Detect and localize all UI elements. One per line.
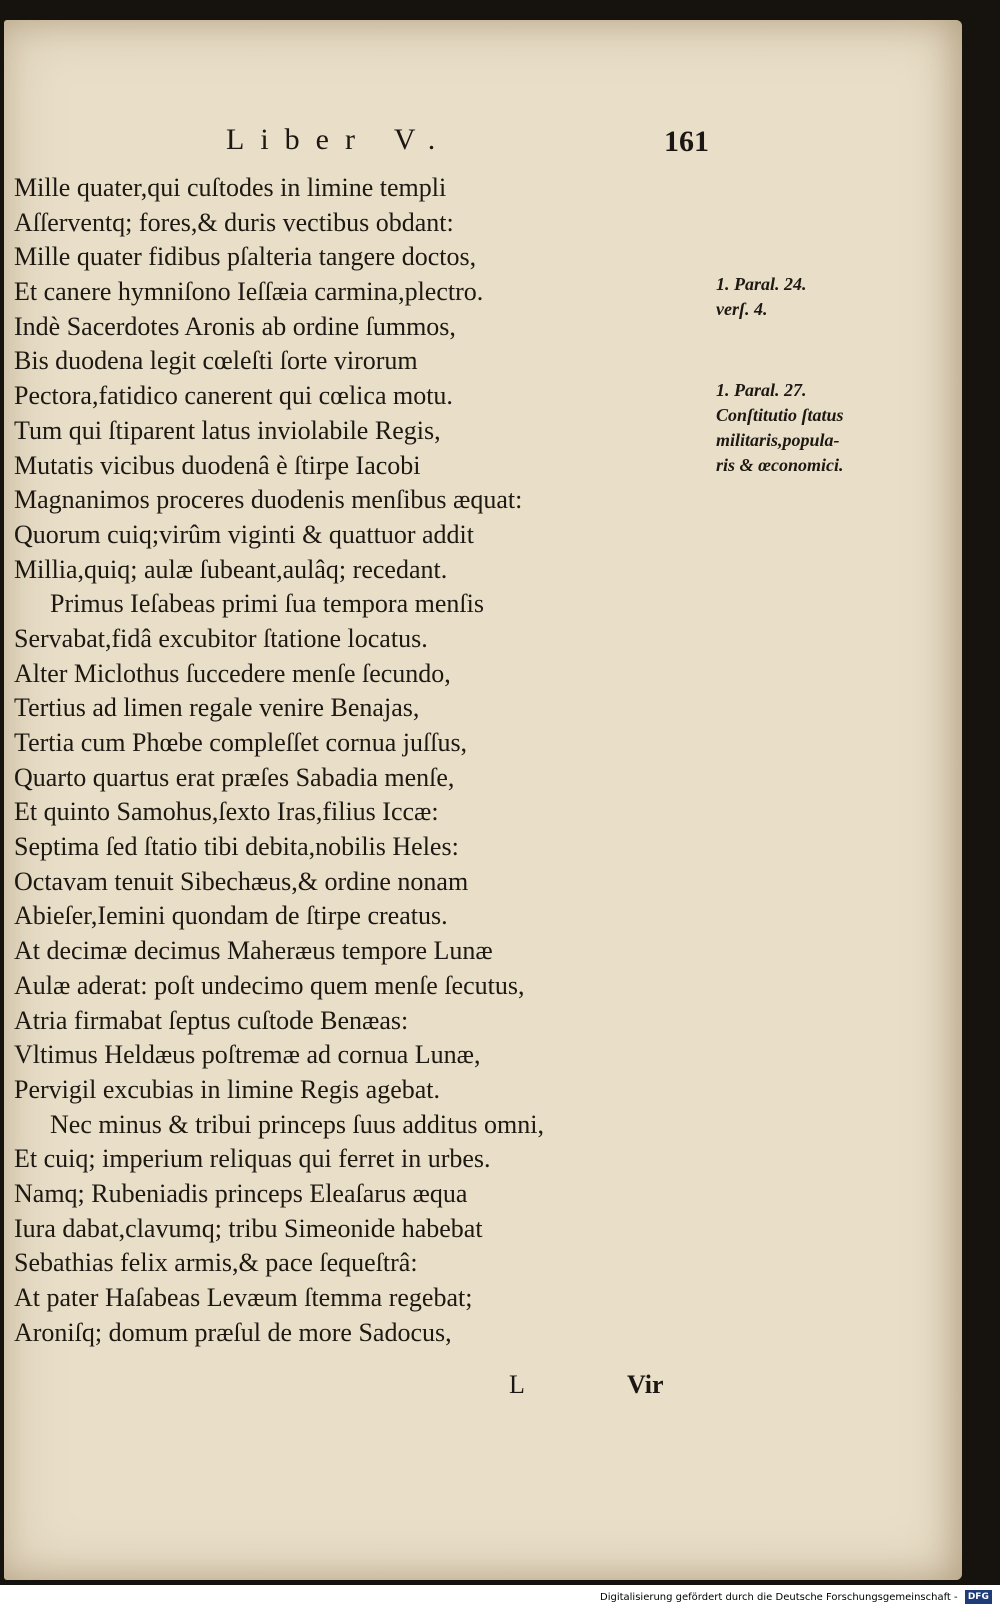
verse-line: Nec minus & tribui princeps ſuus additus omni,: [50, 1109, 544, 1139]
credit-text: Digitalisierung gefördert durch die Deutsche Forschungsgemeinschaft -: [600, 1592, 958, 1603]
catchword: Vir: [627, 1370, 664, 1399]
margin-note-line: Conſtitutio ſtatus: [716, 405, 844, 425]
verse-line: Sebathias felix armis,& pace ſequeſtrâ:: [14, 1248, 418, 1278]
verse-line: Namq; Rubeniadis princeps Eleaſarus æqua: [14, 1178, 468, 1208]
verse-line: Mille quater,qui cuſtodes in limine templi: [14, 173, 447, 202]
verse-line: Indè Sacerdotes Aronis ab ordine ſummos,: [14, 311, 456, 341]
verse-line: Pervigil excubias in limine Regis agebat.: [14, 1074, 441, 1104]
verse-line: Iura dabat,clavumq; tribu Simeonide habebat: [14, 1213, 483, 1243]
page-number: 161: [664, 125, 709, 158]
running-head: Liber V.: [226, 123, 452, 156]
verse-line: Tertia cum Phœbe compleſſet cornua juſſus,: [14, 728, 468, 757]
page-header: [4, 123, 964, 163]
verse-line: Et cuiq; imperium reliquas qui ferret in urbes.: [14, 1144, 491, 1174]
margin-note-line: militaris,popula-: [716, 430, 840, 450]
verse-line: Servabat,fidâ excubitor ſtatione locatus.: [14, 623, 428, 653]
verse-line: Magnanimos proceres duodenis menſibus æquat:: [14, 485, 523, 515]
verse-line: Pectora,fatidico canerent qui cœlica motu.: [14, 381, 453, 411]
verse-line: Et quinto Samohus,ſexto Iras,filius Iccæ:: [14, 797, 439, 827]
margin-note: [716, 272, 896, 322]
page-footer: [4, 1370, 964, 1410]
verse-line: Primus Ieſabeas primi ſua tempora menſis: [50, 589, 484, 619]
verse-line: Atria firmabat ſeptus cuſtode Benæas:: [14, 1005, 409, 1035]
verse-line: Mutatis vicibus duodenâ è ſtirpe Iacobi: [14, 450, 421, 480]
verse-line: Tertius ad limen regale venire Benajas,: [14, 693, 420, 723]
verse-line: Vltimus Heldæus poſtremæ ad cornua Lunæ,: [14, 1040, 481, 1070]
margin-note-line: 1. Paral. 27.: [716, 380, 807, 400]
margin-note-line: verſ. 4.: [716, 299, 768, 319]
verse-line: Quorum cuiq;virûm viginti & quattuor addit: [14, 519, 475, 549]
verse-line: Mille quater fidibus pſalteria tangere doctos,: [14, 242, 477, 272]
margin-note: [716, 378, 896, 478]
verse-line: Alter Miclothus ſuccedere menſe ſecundo,: [14, 658, 451, 688]
verse-line: Tum qui ſtiparent latus inviolabile Regis,: [14, 415, 441, 445]
verse-text: [14, 171, 654, 1350]
verse-line: Septima ſed ſtatio tibi debita,nobilis Heles:: [14, 832, 459, 862]
verse-line: Bis duodena legit cœleſti ſorte virorum: [14, 346, 418, 376]
verse-line: Aroniſq; domum præſul de more Sadocus,: [14, 1317, 452, 1347]
verse-line: Quarto quartus erat præſes Sabadia menſe,: [14, 762, 455, 792]
verse-line: Abieſer,Iemini quondam de ſtirpe creatus.: [14, 901, 448, 931]
verse-line: Aulæ aderat: poſt undecimo quem menſe ſecutus,: [14, 970, 525, 1000]
book-page: [4, 20, 962, 1580]
margin-note-line: ris & œconomici.: [716, 455, 844, 475]
verse-line: Millia,quiq; aulæ ſubeant,aulâq; recedant.: [14, 554, 448, 584]
digitization-credit: [600, 1590, 992, 1606]
margin-note-line: 1. Paral. 24.: [716, 274, 807, 294]
verse-line: At decimæ decimus Maheræus tempore Lunæ: [14, 936, 493, 966]
signature-mark: L: [509, 1370, 525, 1399]
dfg-logo: DFG: [965, 1590, 992, 1604]
verse-line: Octavam tenuit Sibechæus,& ordine nonam: [14, 866, 469, 896]
verse-line: Aſſerventq; fores,& duris vectibus obdant:: [14, 207, 454, 237]
verse-line: At pater Haſabeas Levæum ſtemma regebat;: [14, 1283, 473, 1312]
verse-line: Et canere hymniſono Ieſſæia carmina,plectro.: [14, 277, 484, 307]
